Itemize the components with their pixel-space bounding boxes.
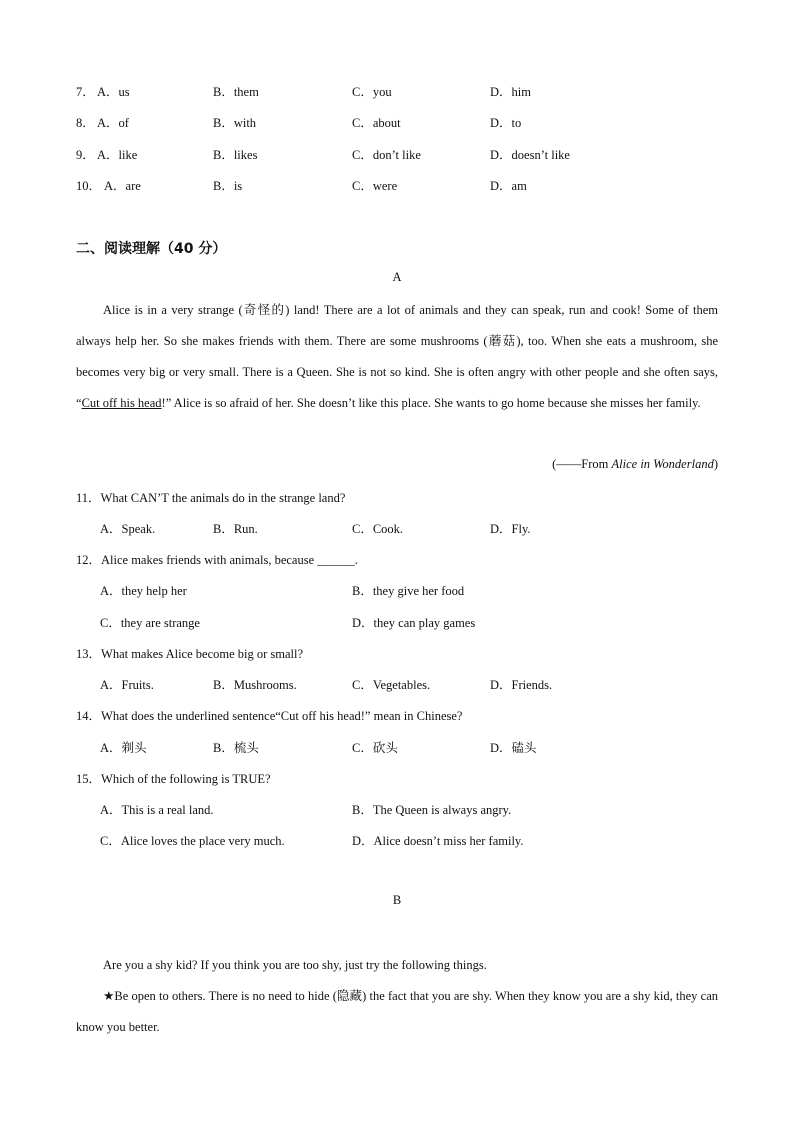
question-number: 12．: [76, 553, 102, 567]
passage-b-paragraph-2: [76, 981, 718, 1043]
question-text: Alice makes friends with animals, because ______.: [101, 553, 358, 567]
option-c: C．were: [352, 179, 398, 193]
option-b: B．梳头: [213, 741, 259, 755]
question-12: [76, 550, 358, 568]
passage-b-paragraph-1: [76, 950, 718, 981]
option-d: D．am: [490, 179, 527, 193]
option-a: A．Fruits.: [100, 678, 154, 692]
option-d: D．Alice doesn’t miss her family.: [352, 834, 524, 848]
option-a: A．This is a real land.: [100, 803, 214, 817]
option-a: A．are: [104, 179, 141, 193]
option-b: B．with: [213, 116, 257, 130]
option-a: A．they help her: [100, 584, 187, 598]
question-number: 14．: [76, 709, 102, 723]
source-title: Alice in Wonderland: [611, 457, 714, 471]
option-b: B．Mushrooms.: [213, 678, 297, 692]
option-c: C．you: [352, 85, 392, 99]
question-number: 10．: [76, 179, 102, 193]
option-d: D．doesn’t like: [490, 148, 570, 162]
option-a: A．剃头: [100, 741, 147, 755]
option-d: D．Fly.: [490, 522, 531, 536]
passage-a-heading: A: [392, 270, 402, 284]
option-a: A．like: [97, 148, 138, 162]
option-c: C．don’t like: [352, 148, 421, 162]
source-prefix: (——From: [552, 457, 612, 471]
option-b: B．is: [213, 179, 243, 193]
passage-b-heading: B: [392, 893, 402, 907]
option-a: A．Speak.: [100, 522, 156, 536]
underlined-sentence: Cut off his head: [81, 396, 162, 410]
option-c: C．Alice loves the place very much.: [100, 834, 285, 848]
option-c: C．Vegetables.: [352, 678, 431, 692]
passage-b-text-2: ★Be open to others. There is no need to hide (隐藏) the fact that you are shy. When they know you are a shy kid, they can know you better.: [76, 989, 718, 1034]
question-number: 7．: [76, 85, 95, 99]
option-c: C．砍头: [352, 741, 398, 755]
option-b: B．them: [213, 85, 259, 99]
question-13: [76, 644, 303, 662]
option-b: B．The Queen is always angry.: [352, 803, 512, 817]
option-a: A．us: [97, 85, 130, 99]
option-d: D．磕头: [490, 741, 537, 755]
option-c: C．they are strange: [100, 616, 200, 630]
question-number: 8．: [76, 116, 95, 130]
passage-a-text-before: Alice is in a very strange (奇怪的) land! There are a lot of animals and they can speak, run and cook! Some of them always help her. So she makes friends with them. There are some mushrooms (蘑菇), too. When she eats a mushroom, she becomes very big or very small. There is a Queen. She is not so kind. She is often angry with other people and she often says, “: [76, 303, 718, 410]
source-suffix: ): [713, 457, 718, 471]
option-b: B．likes: [213, 148, 258, 162]
question-number: 15．: [76, 772, 102, 786]
option-a: A．of: [97, 116, 129, 130]
option-d: D．to: [490, 116, 522, 130]
question-text: What CAN’T the animals do in the strange land?: [100, 491, 346, 505]
question-14: [76, 706, 462, 724]
option-d: D．Friends.: [490, 678, 553, 692]
question-11: [76, 488, 345, 506]
question-text: What does the underlined sentence“Cut off his head!” mean in Chinese?: [101, 709, 463, 723]
option-d: D．they can play games: [352, 616, 476, 630]
option-d: D．him: [490, 85, 531, 99]
passage-a-source: [552, 457, 718, 472]
option-b: B．they give her food: [352, 584, 465, 598]
option-c: C．Cook.: [352, 522, 404, 536]
option-c: C．about: [352, 116, 401, 130]
question-number: 9．: [76, 148, 95, 162]
passage-a-text-after: !” Alice is so afraid of her. She doesn’t like this place. She wants to go home because she misses her family.: [161, 396, 701, 410]
passage-a-text: [76, 295, 718, 419]
section-title: 二、阅读理解（40 分）: [76, 241, 227, 257]
question-number: 11．: [76, 491, 101, 505]
option-b: B．Run.: [213, 522, 258, 536]
question-number: 13．: [76, 647, 102, 661]
question-text: What makes Alice become big or small?: [101, 647, 304, 661]
question-text: Which of the following is TRUE?: [101, 772, 271, 786]
passage-b-text-1: Are you a shy kid? If you think you are too shy, just try the following things.: [103, 958, 487, 972]
question-15: [76, 769, 271, 787]
